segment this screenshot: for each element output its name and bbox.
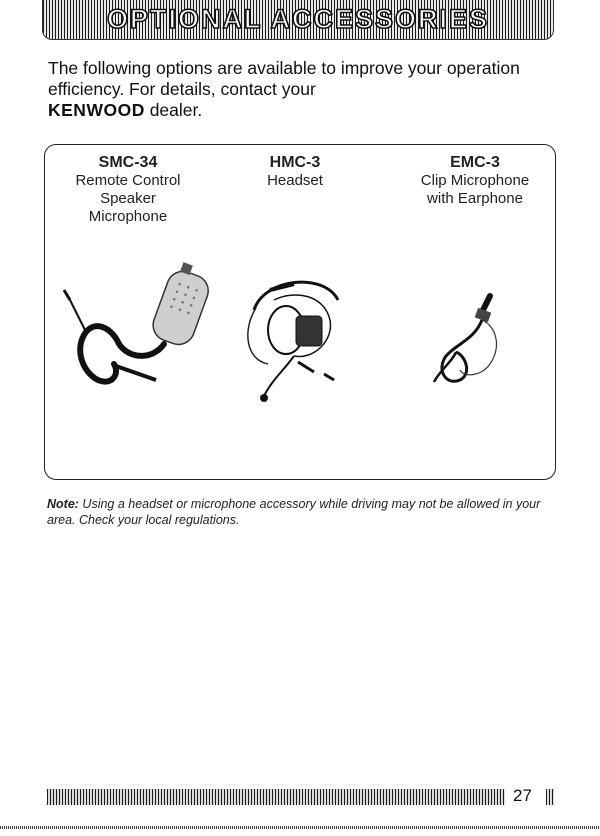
accessory-description-line: Microphone	[88, 208, 168, 225]
accessory-description-line: Headset	[267, 172, 323, 189]
speaker-microphone-icon	[56, 262, 216, 402]
clip-microphone-icon	[416, 290, 516, 390]
accessory-description-line: with Earphone	[427, 190, 523, 207]
bottom-rule	[0, 826, 600, 829]
accessory-model: HMC-3	[269, 154, 321, 171]
accessory-emc-3	[395, 154, 555, 208]
page-title: OPTIONAL ACCESSORIES	[106, 4, 490, 34]
note-label: Note:	[47, 497, 79, 511]
intro-paragraph	[48, 58, 548, 121]
accessory-description-line: Remote Control	[75, 172, 181, 189]
section-banner	[42, 0, 554, 40]
note-text: Using a headset or microphone accessory while driving may not be allowed in your area. Check your local regulations.	[47, 497, 541, 527]
footer-bar-right	[546, 789, 554, 805]
footer-bar-left	[47, 789, 505, 805]
intro-end: dealer.	[144, 100, 203, 120]
accessory-smc-34	[58, 154, 198, 226]
accessory-hmc-3	[230, 154, 360, 190]
accessory-description-line: Speaker	[100, 190, 156, 207]
accessory-description-line: Clip Microphone	[420, 172, 530, 189]
accessory-model: SMC-34	[98, 154, 158, 171]
note-paragraph	[47, 496, 557, 528]
headset-icon	[234, 270, 364, 410]
brand-name: KENWOOD	[48, 100, 145, 120]
page-number: 27	[513, 786, 532, 805]
accessory-model: EMC-3	[450, 154, 500, 171]
intro-text: The following options are available to improve your operation efficiency. For details, contact your	[48, 58, 520, 99]
